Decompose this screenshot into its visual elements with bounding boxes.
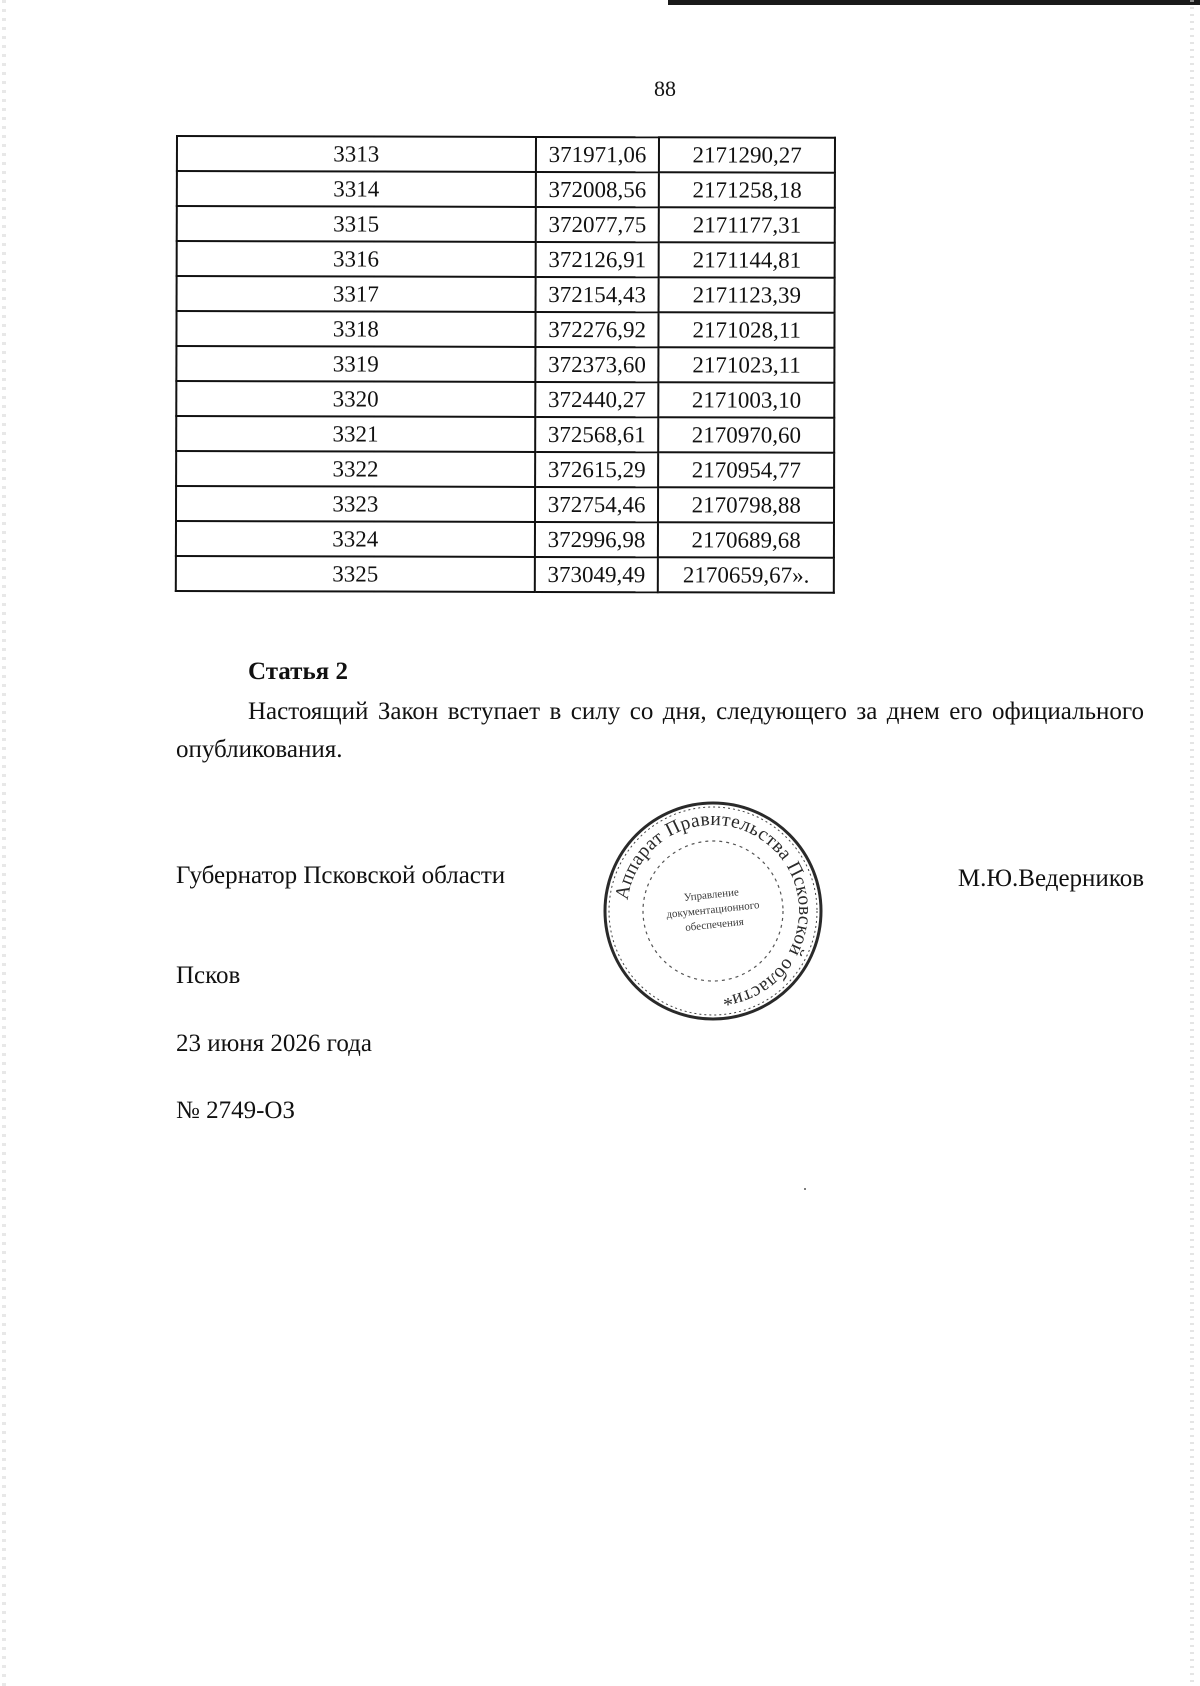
point-number-cell: 3314 [177, 171, 536, 207]
table-row [176, 311, 834, 348]
x-coordinate-cell: 372754,46 [535, 487, 659, 522]
x-coordinate-cell: 372154,43 [535, 277, 659, 312]
point-number-cell: 3316 [177, 241, 536, 277]
point-number-cell: 3313 [177, 136, 536, 172]
y-coordinate-cell: 2170970,60 [659, 417, 835, 452]
y-coordinate-cell: 2170689,68 [658, 522, 834, 557]
table-row [176, 451, 834, 488]
point-number-cell: 3320 [176, 381, 535, 417]
y-coordinate-cell: 2171023,11 [659, 347, 835, 382]
y-coordinate-cell: 2171123,39 [659, 277, 835, 312]
city: Псков [176, 962, 241, 989]
y-coordinate-cell: 2170954,77 [659, 452, 835, 487]
table-row [176, 416, 834, 453]
seal-inner-line-1: Управление [683, 886, 740, 904]
coordinates-table-body [176, 136, 835, 593]
x-coordinate-cell: 372008,56 [536, 172, 660, 207]
x-coordinate-cell: 372996,98 [535, 522, 659, 557]
scan-edge-right [1190, 0, 1194, 1686]
table-row [176, 381, 834, 418]
table-row [176, 556, 834, 593]
y-coordinate-cell: 2170659,67». [658, 557, 834, 592]
article-heading: Статья 2 [248, 658, 348, 685]
table-row [177, 276, 835, 313]
table-row [177, 241, 835, 278]
point-number-cell: 3324 [176, 521, 535, 557]
x-coordinate-cell: 372615,29 [535, 452, 659, 487]
seal-outer-text: Аппарат Правительства Псковской области [611, 808, 816, 1011]
point-number-cell: 3325 [176, 556, 535, 592]
x-coordinate-cell: 372126,91 [535, 242, 659, 277]
table-row [177, 136, 835, 173]
y-coordinate-cell: 2171144,81 [659, 242, 835, 277]
governor-title: Губернатор Псковской области [176, 862, 506, 889]
governor-name: М.Ю.Ведерников [957, 865, 1144, 892]
signing-date: 23 июня 2026 года [176, 1030, 372, 1057]
page-number: 88 [654, 76, 676, 101]
official-seal-stamp [602, 798, 824, 1024]
table-row [176, 486, 834, 523]
scan-speck [804, 1188, 806, 1190]
top-border-line [668, 0, 1200, 5]
y-coordinate-cell: 2171177,31 [659, 207, 835, 242]
x-coordinate-cell: 371971,06 [536, 137, 660, 172]
y-coordinate-cell: 2171028,11 [659, 312, 835, 347]
point-number-cell: 3318 [176, 311, 535, 347]
point-number-cell: 3319 [176, 346, 535, 382]
x-coordinate-cell: 372440,27 [535, 382, 659, 417]
point-number-cell: 3322 [176, 451, 535, 487]
article-body: Настоящий Закон вступает в силу со дня, следующего за днем его официального опубликования. [176, 698, 1144, 763]
x-coordinate-cell: 373049,49 [535, 557, 659, 592]
point-number-cell: 3323 [176, 486, 535, 522]
seal-inner-line-3: обеспечения [684, 915, 745, 934]
y-coordinate-cell: 2171003,10 [659, 382, 835, 417]
table-row [176, 521, 834, 558]
seal-inner-line-2: документационного [665, 899, 761, 921]
scan-edge-left [2, 0, 6, 1686]
x-coordinate-cell: 372276,92 [535, 312, 659, 347]
x-coordinate-cell: 372373,60 [535, 347, 659, 382]
point-number-cell: 3315 [177, 206, 536, 242]
x-coordinate-cell: 372568,61 [535, 417, 659, 452]
table-row [177, 171, 835, 208]
table-row [176, 346, 834, 383]
point-number-cell: 3321 [176, 416, 535, 452]
x-coordinate-cell: 372077,75 [535, 207, 659, 242]
law-number: № 2749-ОЗ [176, 1097, 296, 1124]
y-coordinate-cell: 2171290,27 [659, 137, 835, 172]
y-coordinate-cell: 2171258,18 [659, 172, 835, 207]
point-number-cell: 3317 [177, 276, 536, 312]
table-row [177, 206, 835, 243]
seal-star-icon: * [723, 994, 733, 1016]
y-coordinate-cell: 2170798,88 [658, 487, 834, 522]
coordinates-table [175, 135, 836, 594]
